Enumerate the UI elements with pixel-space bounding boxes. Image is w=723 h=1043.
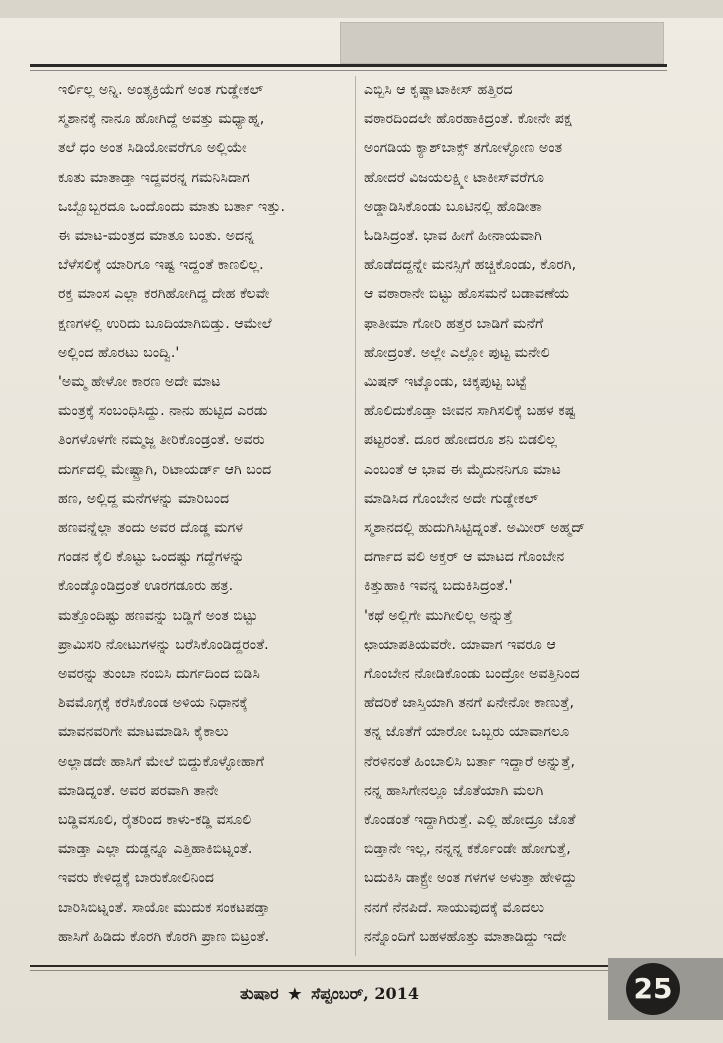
left-column-line: ಗಂಡನ ಕೈಲಿ ಕೊಟ್ಟು ಒಂದಷ್ಟು ಗದ್ದೆಗಳನ್ನು [58, 549, 245, 566]
right-column-line: ಪಟ್ಟರಂತೆ. ದೂರ ಹೋದರೂ ಶನಿ ಬಿಡಲಿಲ್ಲ [364, 432, 557, 449]
left-column-line: ಒಬ್ಬೊಬ್ಬರದೂ ಒಂದೊಂದು ಮಾತು ಬರ್ತಾ ಇತ್ತು. [58, 198, 285, 215]
left-column-line: ಇವರು ಕೇಳಿದ್ದಕ್ಕೆ ಬಾರುಕೋಲಿನಿಂದ [58, 870, 215, 887]
left-column-line: ಬಡ್ಡಿವಸೂಲಿ, ರೈತರಿಂದ ಕಾಳು-ಕಡ್ಡಿ ವಸೂಲಿ [58, 812, 252, 829]
right-column-line: ಕಿತ್ತುಹಾಕಿ ಇವನ್ನ ಬದುಕಿಸಿದ್ರಂತೆ.' [364, 578, 513, 595]
left-column-line: ಸ್ಮಶಾನಕ್ಕೆ ನಾನೂ ಹೋಗಿದ್ದೆ ಅವತ್ತು ಮಧ್ಯಾಹ್ನ, [58, 111, 265, 128]
right-column-line: ಎಬ್ಬಿಸಿ ಆ ಕೃಷ್ಣಾಟಾಕೀಸ್ ಹತ್ತಿರದ [364, 82, 513, 98]
left-column-line: ಈ ಮಾಟ-ಮಂತ್ರದ ಮಾತೂ ಬಂತು. ಅದನ್ನ [58, 228, 255, 245]
right-column-line: ಬಿಡ್ತಾನೇ ಇಲ್ಲ, ನನ್ನನ್ನ ಕರ್ಕೊಂಡೇ ಹೋಗುತ್ತೆ, [364, 841, 571, 858]
right-column-line: ಆ ವಠಾರಾನೇ ಬಿಟ್ಟು ಹೊಸಮನೆ ಬಡಾವಣೆಯ [364, 286, 570, 303]
right-column-line: ನನಗೆ ನೆನಪಿದೆ. ಸಾಯುವುದಕ್ಕೆ ಮೊದಲು [364, 899, 545, 916]
left-column-line: ಅಲ್ಲಿಂದ ಹೊರಟು ಬಂದ್ವಿ.' [58, 344, 180, 361]
right-column-line: ವಠಾರದಿಂದಲೇ ಹೊರಹಾಕಿದ್ರಂತೆ. ಕೋನೇ ಪಕ್ಷ [364, 111, 572, 128]
left-column-line: ಶಿವಮೊಗ್ಗಕ್ಕೆ ಕರೆಸಿಕೊಂಡ ಅಳಿಯ ನಿಧಾನಕ್ಕೆ [58, 695, 248, 712]
column-divider [355, 76, 356, 956]
right-column-line: ಹೊಲಿದುಕೊಡ್ತಾ ಜೀವನ ಸಾಗಿಸಲಿಕ್ಕೆ ಬಹಳ ಕಷ್ಟ [364, 403, 576, 420]
left-column-line: ಕ್ಷಣಗಳಲ್ಲಿ ಉರಿದು ಬೂದಿಯಾಗಿಬಿಡ್ತು. ಆಮೇಲೆ [58, 315, 272, 332]
right-column-line: ಅಂಗಡಿಯ ಕ್ಯಾಶ್‌ಬಾಕ್ಸ್ ತಗೋಳ್ಳೋಣ ಅಂತ [364, 140, 563, 157]
left-column-line: ಹಣವನ್ನೆಲ್ಲಾ ತಂದು ಅವರ ದೊಡ್ಡ ಮಗಳ [58, 520, 244, 537]
right-column-line: ಹೊಡೆದದ್ದನ್ನೇ ಮನಸ್ಸಿಗೆ ಹಚ್ಚಿಕೊಂಡು, ಕೊರಗಿ, [364, 257, 577, 274]
right-column-line: ಹೆದರಿಕೆ ಜಾಸ್ತಿಯಾಗಿ ತನಗೆ ಏನೇನೋ ಕಾಣುತ್ತೆ, [364, 695, 574, 712]
left-column-line: ಅಲ್ಲಾಡದೇ ಹಾಸಿಗೆ ಮೇಲೆ ಬಿದ್ದುಕೊಳ್ಳೋಹಾಗೆ [58, 753, 265, 770]
magazine-name: ತುಷಾರ [240, 984, 279, 1003]
right-column-line: ಗೊಂಬೇನ ನೋಡಿಕೊಂಡು ಬಂದ್ರೋ ಅವತ್ತಿನಿಂದ [364, 666, 580, 683]
left-column-line: ಮಾವನವರಿಗೇ ಮಾಟಮಾಡಿಸಿ ಕೈಕಾಲು [58, 724, 229, 741]
right-column-line: ಛಾಯಾಪತಿಯವರೇ. ಯಾವಾಗ ಇವರೂ ಆ [364, 636, 556, 653]
right-column-line: ಬದುಕಿಸಿ ಡಾಕ್ಟ್ರೇ ಅಂತ ಗಳಗಳ ಅಳುತ್ತಾ ಹೇಳಿದ್ದು [364, 870, 577, 887]
left-column-line: ದುರ್ಗದಲ್ಲಿ ಮೇಷ್ಟ್ರಾಗಿ, ರಿಟಾಯರ್ಡ್ ಆಗಿ ಬಂದ [58, 461, 272, 478]
right-column-line: ಮಿಷನ್ ಇಟ್ಕೊಂಡು, ಚಿಕ್ಕಪುಟ್ಟ ಬಟ್ಟೆ [364, 374, 527, 391]
page-number: 25 [626, 963, 680, 1015]
right-column-line [364, 952, 664, 956]
left-column-line: ಮಾಡಿದ್ನಂತೆ. ಅವರ ಪರವಾಗಿ ತಾನೇ [58, 782, 219, 799]
footer-rule-thin [30, 970, 610, 971]
page-footer [240, 984, 500, 1008]
left-column-line: ಕೂತು ಮಾತಾಡ್ತಾ ಇದ್ದವರನ್ನ ಗಮನಿಸಿದಾಗ [58, 169, 250, 186]
right-column-line: ಸ್ಮಶಾನದಲ್ಲಿ ಹುದುಗಿಸಿಟ್ಟಿದ್ನಂತೆ. ಅಮೀರ್ ಅಹ್ಮದ್ [364, 520, 586, 537]
left-column-line: ಇರ್ಲಿಲ್ಲ ಅನ್ನಿ. ಅಂತ್ಯಕ್ರಿಯೆಗೆ ಅಂತ ಗುಡ್ಡೇಕಲ್ [58, 82, 264, 98]
right-column-line: ನನ್ನ ಹಾಸಿಗೇನಲ್ಲೂ ಜೊತೆಯಾಗಿ ಮಲಗಿ [364, 782, 544, 799]
right-column-line: ಕೊಂಡಂತೆ ಇದ್ದಾಗಿರುತ್ತೆ. ಎಲ್ಲಿ ಹೋದ್ರೂ ಜೊತೆ [364, 812, 576, 829]
left-column-line: ಮಾಡ್ತಾ ಎಲ್ಲಾ ದುಡ್ಡನ್ನೂ ಎತ್ತಿಹಾಕಿಬಿಟ್ನಂತೆ. [58, 841, 253, 858]
left-column-line: ಬಾರಿಸಿಬಿಟ್ನಂತೆ. ಸಾಯೋ ಮುದುಕ ಸಂಕಟಪಡ್ತಾ [58, 899, 270, 916]
right-column-line: ಓಡಿಸಿದ್ರಂತೆ. ಭಾವ ಹೀಗೆ ಹೀನಾಯವಾಗಿ [364, 228, 542, 245]
left-column-line [58, 952, 348, 956]
right-column-line: ಹೋದ್ರಂತೆ. ಅಲ್ಲೇ ಎಲ್ಲೋ ಪುಟ್ಟ ಮನೇಲಿ [364, 344, 550, 361]
left-column-line: ಹಣ, ಅಲ್ಲಿದ್ದ ಮನೆಗಳನ್ನು ಮಾರಿಬಂದ [58, 490, 230, 507]
right-column-line: ಮಾಡಿಸಿದ ಗೊಂಬೇನ ಅದೇ ಗುಡ್ಡೇಕಲ್ [364, 490, 539, 507]
footer-rule [30, 965, 610, 967]
right-column-line: ನೆರಳಿನಂತೆ ಹಿಂಬಾಲಿಸಿ ಬರ್ತಾ ಇದ್ದಾರೆ ಅನ್ನುತ್ತೆ, [364, 753, 576, 770]
left-column-line: 'ಅಮ್ಮ ಹೇಳೋ ಕಾರಣ ಅದೇ ಮಾಟ [58, 374, 221, 391]
right-column-line: ಎಂಬಂತೆ ಆ ಭಾವ ಈ ಮೈದುನನಿಗೂ ಮಾಟ [364, 461, 561, 478]
left-column-line: ತಲೆ ಧಂ ಅಂತ ಸಿಡಿಯೋವರೆಗೂ ಅಲ್ಲಿಯೇ [58, 140, 247, 157]
left-column-line: ಬೆಳೆಸಲಿಕ್ಕೆ ಯಾರಿಗೂ ಇಷ್ಟ ಇದ್ದಂತೆ ಕಾಣಲಿಲ್ಲ. [58, 257, 264, 274]
left-column-line: ಹಾಸಿಗೆ ಹಿಡಿದು ಕೊರಗಿ ಕೊರಗಿ ಪ್ರಾಣ ಬಿಟ್ರಂತೆ. [58, 928, 270, 945]
left-column-line: ತಿಂಗಳೊಳಗೇ ನಮ್ಮಜ್ಜ ತೀರಿಕೊಂಡ್ರಂತೆ. ಅವರು [58, 432, 265, 449]
right-column-line: ದರ್ಗಾದ ವಲಿ ಅಕ್ತರ್ ಆ ಮಾಟದ ಗೊಂಬೇನ [364, 549, 565, 566]
right-column-line: ಫಾತೀಮಾ ಗೋರಿ ಹತ್ತರ ಬಾಡಿಗೆ ಮನೆಗೆ [364, 315, 544, 332]
left-column-line: ರಕ್ತ ಮಾಂಸ ಎಲ್ಲಾ ಕರಗಿಹೋಗಿದ್ದ ದೇಹ ಕೆಲವೇ [58, 286, 270, 303]
previous-page-image-edge [340, 22, 664, 64]
right-column-line: ತನ್ನ ಜೊತೆಗೆ ಯಾರೋ ಒಬ್ಬರು ಯಾವಾಗಲೂ [364, 724, 570, 741]
left-column-line: ಕೊಂಡ್ಕೊಂಡಿದ್ರಂತೆ ಊರಗಡೂರು ಹತ್ರ. [58, 578, 234, 595]
right-column-line: ಅಡ್ಡಾಡಿಸಿಕೊಂಡು ಬೂಟಿನಲ್ಲಿ ಹೊಡೀತಾ [364, 198, 542, 215]
left-text-column [58, 76, 348, 956]
left-column-line: ಮತ್ತೊಂದಿಷ್ಟು ಹಣವನ್ನು ಬಡ್ಡಿಗೆ ಅಂತ ಬಿಟ್ಟು [58, 607, 258, 624]
header-rule-thin [30, 70, 667, 71]
left-column-line: ಪ್ರಾಮಿಸರಿ ನೋಟುಗಳನ್ನು ಬರೆಸಿಕೊಂಡಿದ್ದರಂತೆ. [58, 636, 269, 653]
right-text-column [364, 76, 664, 956]
header-rule [30, 64, 667, 67]
right-column-line: 'ಕಥೆ ಅಲ್ಲಿಗೇ ಮುಗೀಲಿಲ್ಲ ಅನ್ನುತ್ತೆ [364, 607, 513, 624]
star-icon: ★ [288, 985, 302, 1003]
issue-date: ಸೆಪ್ಟಂಬರ್, 2014 [311, 984, 419, 1003]
top-bleed [0, 0, 723, 18]
right-column-line: ನನ್ನೊಂದಿಗೆ ಬಹಳಹೊತ್ತು ಮಾತಾಡಿದ್ದು ಇದೇ [364, 928, 567, 945]
left-column-line: ಅವರನ್ನು ತುಂಬಾ ನಂಬಿಸಿ ದುರ್ಗದಿಂದ ಬಿಡಿಸಿ [58, 666, 260, 683]
left-column-line: ಮಂತ್ರಕ್ಕೆ ಸಂಬಂಧಿಸಿದ್ದು. ನಾನು ಹುಟ್ಟಿದ ಎರಡು [58, 403, 268, 420]
right-column-line: ಹೋದರೆ ವಿಜಯಲಕ್ಷ್ಮೀ ಟಾಕೀಸ್‌ವರೆಗೂ [364, 169, 545, 186]
